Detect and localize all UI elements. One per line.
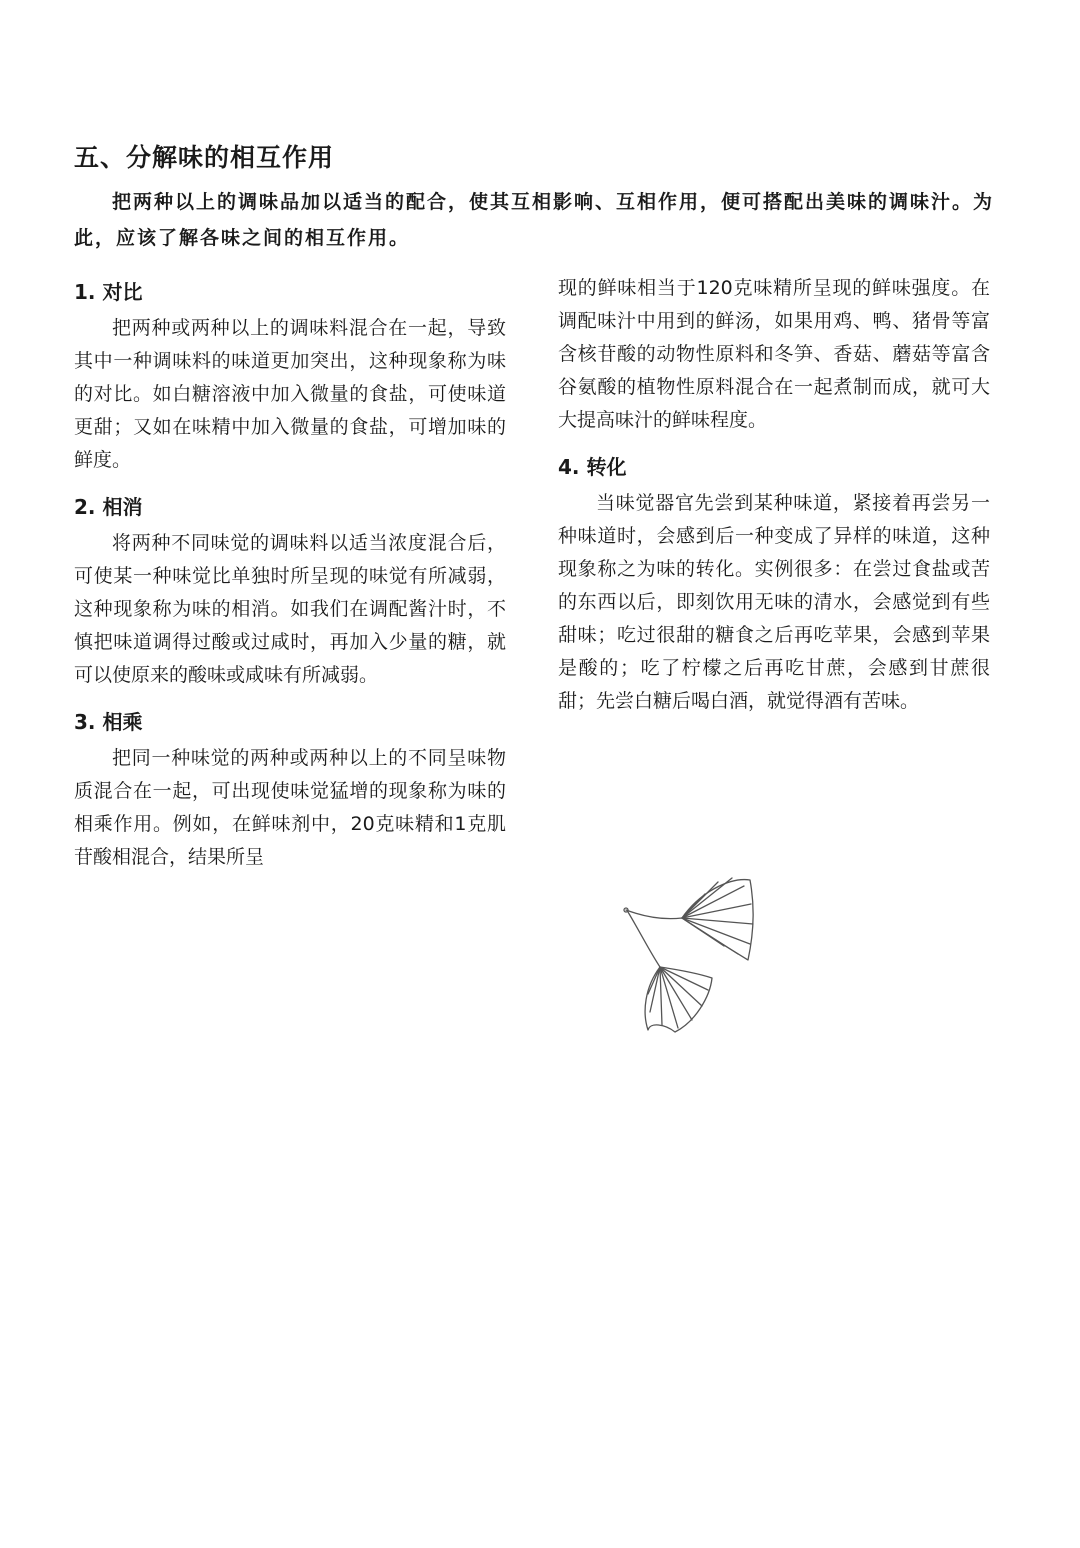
left-column	[74, 272, 506, 884]
section-title: 五、分解味的相互作用	[74, 143, 335, 172]
paragraph-synergy: 把同一种味觉的两种或两种以上的不同呈味物质混合在一起，可出现使味觉猛增的现象称为味的相乘作用。例如，在鲜味剂中，20克味精和1克肌苷酸相混合，结果所呈	[74, 747, 506, 868]
paragraph-synergy-continued: 现的鲜味相当于120克味精所呈现的鲜味强度。在调配味汁中用到的鲜汤，如果用鸡、鸭、猪骨等富含核苷酸的动物性原料和冬笋、香菇、蘑菇等富含谷氨酸的植物性原料混合在一起煮制而成，就可大大提高味汁的鲜味程度。	[558, 277, 990, 431]
heading-cancel: 2. 相消	[74, 495, 143, 519]
paragraph-cancel: 将两种不同味觉的调味料以适当浓度混合后，可使某一种味觉比单独时所呈现的味觉有所减弱，这种现象称为味的相消。如我们在调配酱汁时，不慎把味道调得过酸或过咸时，再加入少量的糖，就可以使原来的酸味或咸味有所减弱。	[74, 532, 506, 686]
paragraph-contrast: 把两种或两种以上的调味料混合在一起，导致其中一种调味料的味道更加突出，这种现象称为味的对比。如白糖溶液中加入微量的食盐，可使味道更甜；又如在味精中加入微量的食盐，可增加味的鲜度。	[74, 317, 506, 471]
ginkgo-leaves-icon	[620, 872, 760, 1042]
right-column	[558, 272, 990, 728]
heading-contrast: 1. 对比	[74, 280, 143, 304]
paragraph-transform: 当味觉器官先尝到某种味道，紧接着再尝另一种味道时，会感到后一种变成了异样的味道，这种现象称之为味的转化。实例很多：在尝过食盐或苦的东西以后，即刻饮用无味的清水，会感觉到有些甜味；吃过很甜的糖食之后再吃苹果，会感到苹果是酸的；吃了柠檬之后再吃甘蔗，会感到甘蔗很甜；先尝白糖后喝白酒，就觉得酒有苦味。	[558, 492, 990, 712]
intro-paragraph: 把两种以上的调味品加以适当的配合，使其互相影响、互相作用，便可搭配出美味的调味汁。为此，应该了解各味之间的相互作用。	[74, 191, 995, 249]
heading-transform: 4. 转化	[558, 455, 627, 479]
heading-synergy: 3. 相乘	[74, 710, 143, 734]
